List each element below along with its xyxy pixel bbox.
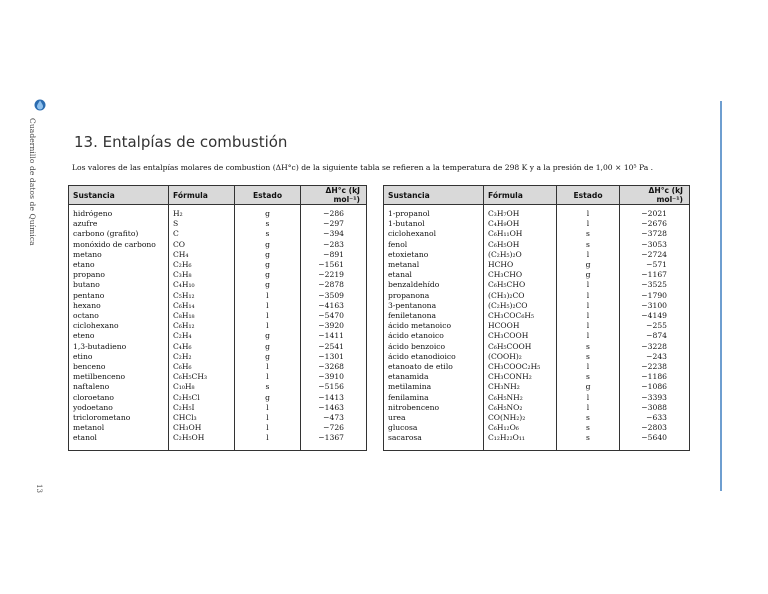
cell-formula: (C₂H₅)₂O xyxy=(484,250,557,260)
cell-enthalpy: −1790 xyxy=(620,291,690,301)
cell-substance: ciclohexano xyxy=(69,321,169,331)
cell-enthalpy: −394 xyxy=(301,229,367,239)
cell-substance: fenilamina xyxy=(384,393,484,403)
table-row xyxy=(69,362,367,372)
cell-state: s xyxy=(557,423,620,433)
cell-formula: C₆H₁₂ xyxy=(169,321,235,331)
cell-enthalpy: −633 xyxy=(620,413,690,423)
cell-formula: C₃H₈ xyxy=(169,270,235,280)
cell-substance: etoxietano xyxy=(384,250,484,260)
cell-enthalpy: −3100 xyxy=(620,301,690,311)
cell-substance: cloroetano xyxy=(69,393,169,403)
cell-substance: propanona xyxy=(384,291,484,301)
cell-formula: C xyxy=(169,229,235,239)
table-row xyxy=(69,423,367,433)
cell-substance: metilbenceno xyxy=(69,372,169,382)
cell-substance: 1,3-butadieno xyxy=(69,342,169,352)
cell-state: g xyxy=(557,382,620,392)
cell-enthalpy: −1301 xyxy=(301,352,367,362)
cell-state: g xyxy=(235,270,301,280)
table-row xyxy=(384,413,690,423)
sidebar-document-title: Cuadernillo de datos de Química xyxy=(28,118,37,246)
cell-enthalpy: −1411 xyxy=(301,331,367,341)
cell-enthalpy: −2803 xyxy=(620,423,690,433)
cell-substance: etino xyxy=(69,352,169,362)
cell-state: l xyxy=(557,393,620,403)
table-end-row xyxy=(69,444,367,451)
table-row xyxy=(384,362,690,372)
cell-formula: CO(NH₂)₂ xyxy=(484,413,557,423)
cell-formula: C₂H₂ xyxy=(169,352,235,362)
cell-formula: HCHO xyxy=(484,260,557,270)
cell-enthalpy: −3053 xyxy=(620,240,690,250)
cell-substance: metano xyxy=(69,250,169,260)
table-row xyxy=(69,393,367,403)
table-body-right xyxy=(384,205,690,451)
cell-state: l xyxy=(557,209,620,219)
cell-substance: metanol xyxy=(69,423,169,433)
cell-substance: urea xyxy=(384,413,484,423)
cell-enthalpy: −1167 xyxy=(620,270,690,280)
table-row xyxy=(384,321,690,331)
table-row xyxy=(69,352,367,362)
cell-formula: C₆H₅NH₂ xyxy=(484,393,557,403)
table-row xyxy=(384,352,690,362)
table-row xyxy=(69,311,367,321)
table-row xyxy=(69,321,367,331)
margin-rule xyxy=(720,101,722,491)
table-row xyxy=(384,301,690,311)
cell-state: l xyxy=(235,423,301,433)
table-row xyxy=(69,342,367,352)
cell-enthalpy: −4149 xyxy=(620,311,690,321)
cell-enthalpy: −3910 xyxy=(301,372,367,382)
cell-state: s xyxy=(557,229,620,239)
cell-formula: C₆H₅NO₂ xyxy=(484,403,557,413)
header-substance: Sustancia xyxy=(69,186,169,205)
cell-formula: CH₃COOC₂H₅ xyxy=(484,362,557,372)
cell-enthalpy: −286 xyxy=(301,209,367,219)
cell-formula: C₆H₅COOH xyxy=(484,342,557,352)
cell-substance: eteno xyxy=(69,331,169,341)
cell-state: l xyxy=(235,403,301,413)
cell-substance: ácido metanoico xyxy=(384,321,484,331)
cell-enthalpy: −571 xyxy=(620,260,690,270)
cell-formula: C₆H₆ xyxy=(169,362,235,372)
cell-state: s xyxy=(557,433,620,443)
cell-substance: ácido etanoico xyxy=(384,331,484,341)
table-header-row xyxy=(69,186,367,205)
table-row xyxy=(69,382,367,392)
cell-state: g xyxy=(235,240,301,250)
cell-substance: hexano xyxy=(69,301,169,311)
table-body-left xyxy=(69,205,367,451)
cell-state: g xyxy=(235,280,301,290)
cell-enthalpy: −3728 xyxy=(620,229,690,239)
cell-state: l xyxy=(557,331,620,341)
cell-formula: CH₃COC₆H₅ xyxy=(484,311,557,321)
cell-state: l xyxy=(235,291,301,301)
table-row xyxy=(69,372,367,382)
cell-state: s xyxy=(235,382,301,392)
table-row xyxy=(384,342,690,352)
table-row xyxy=(69,433,367,443)
cell-state: l xyxy=(557,301,620,311)
cell-enthalpy: −1413 xyxy=(301,393,367,403)
table-row xyxy=(384,291,690,301)
header-substance: Sustancia xyxy=(384,186,484,205)
cell-substance: etanol xyxy=(69,433,169,443)
cell-formula: C₁₀H₈ xyxy=(169,382,235,392)
cell-state: l xyxy=(557,362,620,372)
header-formula: Fórmula xyxy=(169,186,235,205)
cell-enthalpy: −3525 xyxy=(620,280,690,290)
cell-state: l xyxy=(235,413,301,423)
cell-formula: CH₃CONH₂ xyxy=(484,372,557,382)
cell-formula: C₄H₆ xyxy=(169,342,235,352)
cell-enthalpy: −3393 xyxy=(620,393,690,403)
cell-state: l xyxy=(235,301,301,311)
cell-state: l xyxy=(557,311,620,321)
cell-substance: ciclohexanol xyxy=(384,229,484,239)
table-row xyxy=(384,219,690,229)
table-end-row xyxy=(384,444,690,451)
cell-formula: CH₃CHO xyxy=(484,270,557,280)
table-row xyxy=(384,280,690,290)
table-row xyxy=(69,240,367,250)
cell-state: l xyxy=(557,280,620,290)
droplet-logo-icon xyxy=(34,99,46,111)
cell-substance: carbono (grafito) xyxy=(69,229,169,239)
cell-enthalpy: −473 xyxy=(301,413,367,423)
cell-enthalpy: −2541 xyxy=(301,342,367,352)
cell-state: g xyxy=(557,260,620,270)
cell-state: l xyxy=(557,250,620,260)
table-row xyxy=(384,229,690,239)
header-state: Estado xyxy=(557,186,620,205)
table-row xyxy=(69,270,367,280)
cell-substance: sacarosa xyxy=(384,433,484,443)
cell-state: l xyxy=(235,311,301,321)
cell-substance: pentano xyxy=(69,291,169,301)
table-row xyxy=(69,229,367,239)
cell-substance: etano xyxy=(69,260,169,270)
cell-enthalpy: −726 xyxy=(301,423,367,433)
table-row xyxy=(69,260,367,270)
table-row xyxy=(384,311,690,321)
cell-substance: ácido etanodioico xyxy=(384,352,484,362)
cell-state: l xyxy=(557,219,620,229)
cell-state: s xyxy=(557,352,620,362)
cell-enthalpy: −1463 xyxy=(301,403,367,413)
cell-state: l xyxy=(557,291,620,301)
cell-enthalpy: −1186 xyxy=(620,372,690,382)
cell-formula: S xyxy=(169,219,235,229)
cell-enthalpy: −2021 xyxy=(620,209,690,219)
cell-formula: CO xyxy=(169,240,235,250)
cell-substance: metanal xyxy=(384,260,484,270)
page-number: 13 xyxy=(35,484,43,493)
cell-state: s xyxy=(235,219,301,229)
cell-substance: nitrobenceno xyxy=(384,403,484,413)
header-formula: Fórmula xyxy=(484,186,557,205)
cell-formula: C₆H₁₄ xyxy=(169,301,235,311)
cell-state: l xyxy=(235,433,301,443)
cell-enthalpy: −3088 xyxy=(620,403,690,413)
table-header-row xyxy=(384,186,690,205)
cell-substance: 1-propanol xyxy=(384,209,484,219)
cell-formula: C₂H₅I xyxy=(169,403,235,413)
cell-substance: butano xyxy=(69,280,169,290)
cell-enthalpy: −255 xyxy=(620,321,690,331)
cell-substance: hidrógeno xyxy=(69,209,169,219)
cell-state: s xyxy=(235,229,301,239)
cell-state: s xyxy=(557,413,620,423)
table-row xyxy=(384,382,690,392)
cell-enthalpy: −1367 xyxy=(301,433,367,443)
table-row xyxy=(69,250,367,260)
cell-state: g xyxy=(235,260,301,270)
cell-enthalpy: −243 xyxy=(620,352,690,362)
cell-substance: propano xyxy=(69,270,169,280)
cell-substance: triclorometano xyxy=(69,413,169,423)
cell-enthalpy: −891 xyxy=(301,250,367,260)
cell-formula: C₆H₅OH xyxy=(484,240,557,250)
cell-enthalpy: −2878 xyxy=(301,280,367,290)
intro-paragraph: Los valores de las entalpías molares de combustion (ΔH°c) de la siguiente tabla se refieren a la temperatura de 298 K y a la presión de 1,00 × 10⁵ Pa . xyxy=(72,163,654,172)
cell-state: g xyxy=(235,250,301,260)
cell-substance: etanamida xyxy=(384,372,484,382)
cell-formula: C₂H₄ xyxy=(169,331,235,341)
cell-state: s xyxy=(557,372,620,382)
header-enthalpy: ΔH°c (kJ mol⁻¹) xyxy=(301,186,367,205)
cell-formula: CHCl₃ xyxy=(169,413,235,423)
cell-enthalpy: −283 xyxy=(301,240,367,250)
cell-substance: 3-pentanona xyxy=(384,301,484,311)
cell-substance: feniletanona xyxy=(384,311,484,321)
cell-formula: C₁₂H₂₂O₁₁ xyxy=(484,433,557,443)
cell-enthalpy: −3920 xyxy=(301,321,367,331)
combustion-table-left xyxy=(68,185,367,451)
cell-state: s xyxy=(557,342,620,352)
table-row xyxy=(69,219,367,229)
cell-enthalpy: −874 xyxy=(620,331,690,341)
cell-formula: C₆H₅CHO xyxy=(484,280,557,290)
cell-state: g xyxy=(235,352,301,362)
cell-formula: CH₃OH xyxy=(169,423,235,433)
table-row xyxy=(69,209,367,219)
cell-state: l xyxy=(557,321,620,331)
cell-formula: C₃H₇OH xyxy=(484,209,557,219)
cell-formula: C₈H₁₈ xyxy=(169,311,235,321)
table-row xyxy=(69,280,367,290)
cell-formula: C₂H₆ xyxy=(169,260,235,270)
cell-formula: C₅H₁₂ xyxy=(169,291,235,301)
cell-enthalpy: −2219 xyxy=(301,270,367,280)
cell-enthalpy: −3228 xyxy=(620,342,690,352)
table-row xyxy=(384,209,690,219)
cell-state: g xyxy=(557,270,620,280)
cell-formula: C₂H₅Cl xyxy=(169,393,235,403)
cell-substance: glucosa xyxy=(384,423,484,433)
cell-state: s xyxy=(557,240,620,250)
cell-formula: C₂H₅OH xyxy=(169,433,235,443)
cell-formula: (C₂H₅)₂CO xyxy=(484,301,557,311)
cell-substance: fenol xyxy=(384,240,484,250)
cell-formula: C₆H₁₂O₆ xyxy=(484,423,557,433)
cell-state: l xyxy=(557,403,620,413)
table-row xyxy=(69,413,367,423)
cell-formula: (COOH)₂ xyxy=(484,352,557,362)
cell-enthalpy: −1086 xyxy=(620,382,690,392)
cell-formula: CH₃NH₂ xyxy=(484,382,557,392)
table-row xyxy=(384,433,690,443)
cell-formula: C₆H₁₁OH xyxy=(484,229,557,239)
cell-substance: octano xyxy=(69,311,169,321)
cell-enthalpy: −4163 xyxy=(301,301,367,311)
cell-formula: HCOOH xyxy=(484,321,557,331)
cell-substance: naftaleno xyxy=(69,382,169,392)
cell-enthalpy: −2238 xyxy=(620,362,690,372)
cell-formula: CH₃COOH xyxy=(484,331,557,341)
cell-substance: etanal xyxy=(384,270,484,280)
page-title: 13. Entalpías de combustión xyxy=(74,133,288,151)
header-state: Estado xyxy=(235,186,301,205)
cell-enthalpy: −5470 xyxy=(301,311,367,321)
cell-state: g xyxy=(235,331,301,341)
cell-state: l xyxy=(235,321,301,331)
cell-substance: yodoetano xyxy=(69,403,169,413)
cell-state: g xyxy=(235,393,301,403)
cell-state: g xyxy=(235,209,301,219)
cell-formula: C₄H₁₀ xyxy=(169,280,235,290)
cell-state: g xyxy=(235,342,301,352)
cell-formula: C₆H₅CH₃ xyxy=(169,372,235,382)
cell-enthalpy: −2676 xyxy=(620,219,690,229)
table-row xyxy=(384,403,690,413)
cell-state: l xyxy=(235,372,301,382)
cell-formula: (CH₃)₂CO xyxy=(484,291,557,301)
table-row xyxy=(69,301,367,311)
table-row xyxy=(384,331,690,341)
cell-enthalpy: −3509 xyxy=(301,291,367,301)
cell-substance: benceno xyxy=(69,362,169,372)
header-enthalpy: ΔH°c (kJ mol⁻¹) xyxy=(620,186,690,205)
table-row xyxy=(384,250,690,260)
cell-formula: CH₄ xyxy=(169,250,235,260)
table-row xyxy=(384,240,690,250)
cell-state: l xyxy=(235,362,301,372)
cell-substance: 1-butanol xyxy=(384,219,484,229)
cell-substance: azufre xyxy=(69,219,169,229)
cell-enthalpy: −3268 xyxy=(301,362,367,372)
combustion-table-right xyxy=(383,185,690,451)
cell-formula: C₄H₉OH xyxy=(484,219,557,229)
cell-enthalpy: −1561 xyxy=(301,260,367,270)
table-row xyxy=(384,372,690,382)
cell-enthalpy: −5640 xyxy=(620,433,690,443)
table-row xyxy=(384,270,690,280)
cell-substance: benzaldehído xyxy=(384,280,484,290)
cell-substance: monóxido de carbono xyxy=(69,240,169,250)
cell-substance: metilamina xyxy=(384,382,484,392)
cell-enthalpy: −297 xyxy=(301,219,367,229)
table-row xyxy=(69,331,367,341)
cell-enthalpy: −2724 xyxy=(620,250,690,260)
cell-formula: H₂ xyxy=(169,209,235,219)
cell-substance: ácido benzoico xyxy=(384,342,484,352)
cell-substance: etanoato de etilo xyxy=(384,362,484,372)
cell-enthalpy: −5156 xyxy=(301,382,367,392)
table-row xyxy=(384,393,690,403)
table-row xyxy=(384,423,690,433)
table-row xyxy=(384,260,690,270)
table-row xyxy=(69,403,367,413)
table-row xyxy=(69,291,367,301)
